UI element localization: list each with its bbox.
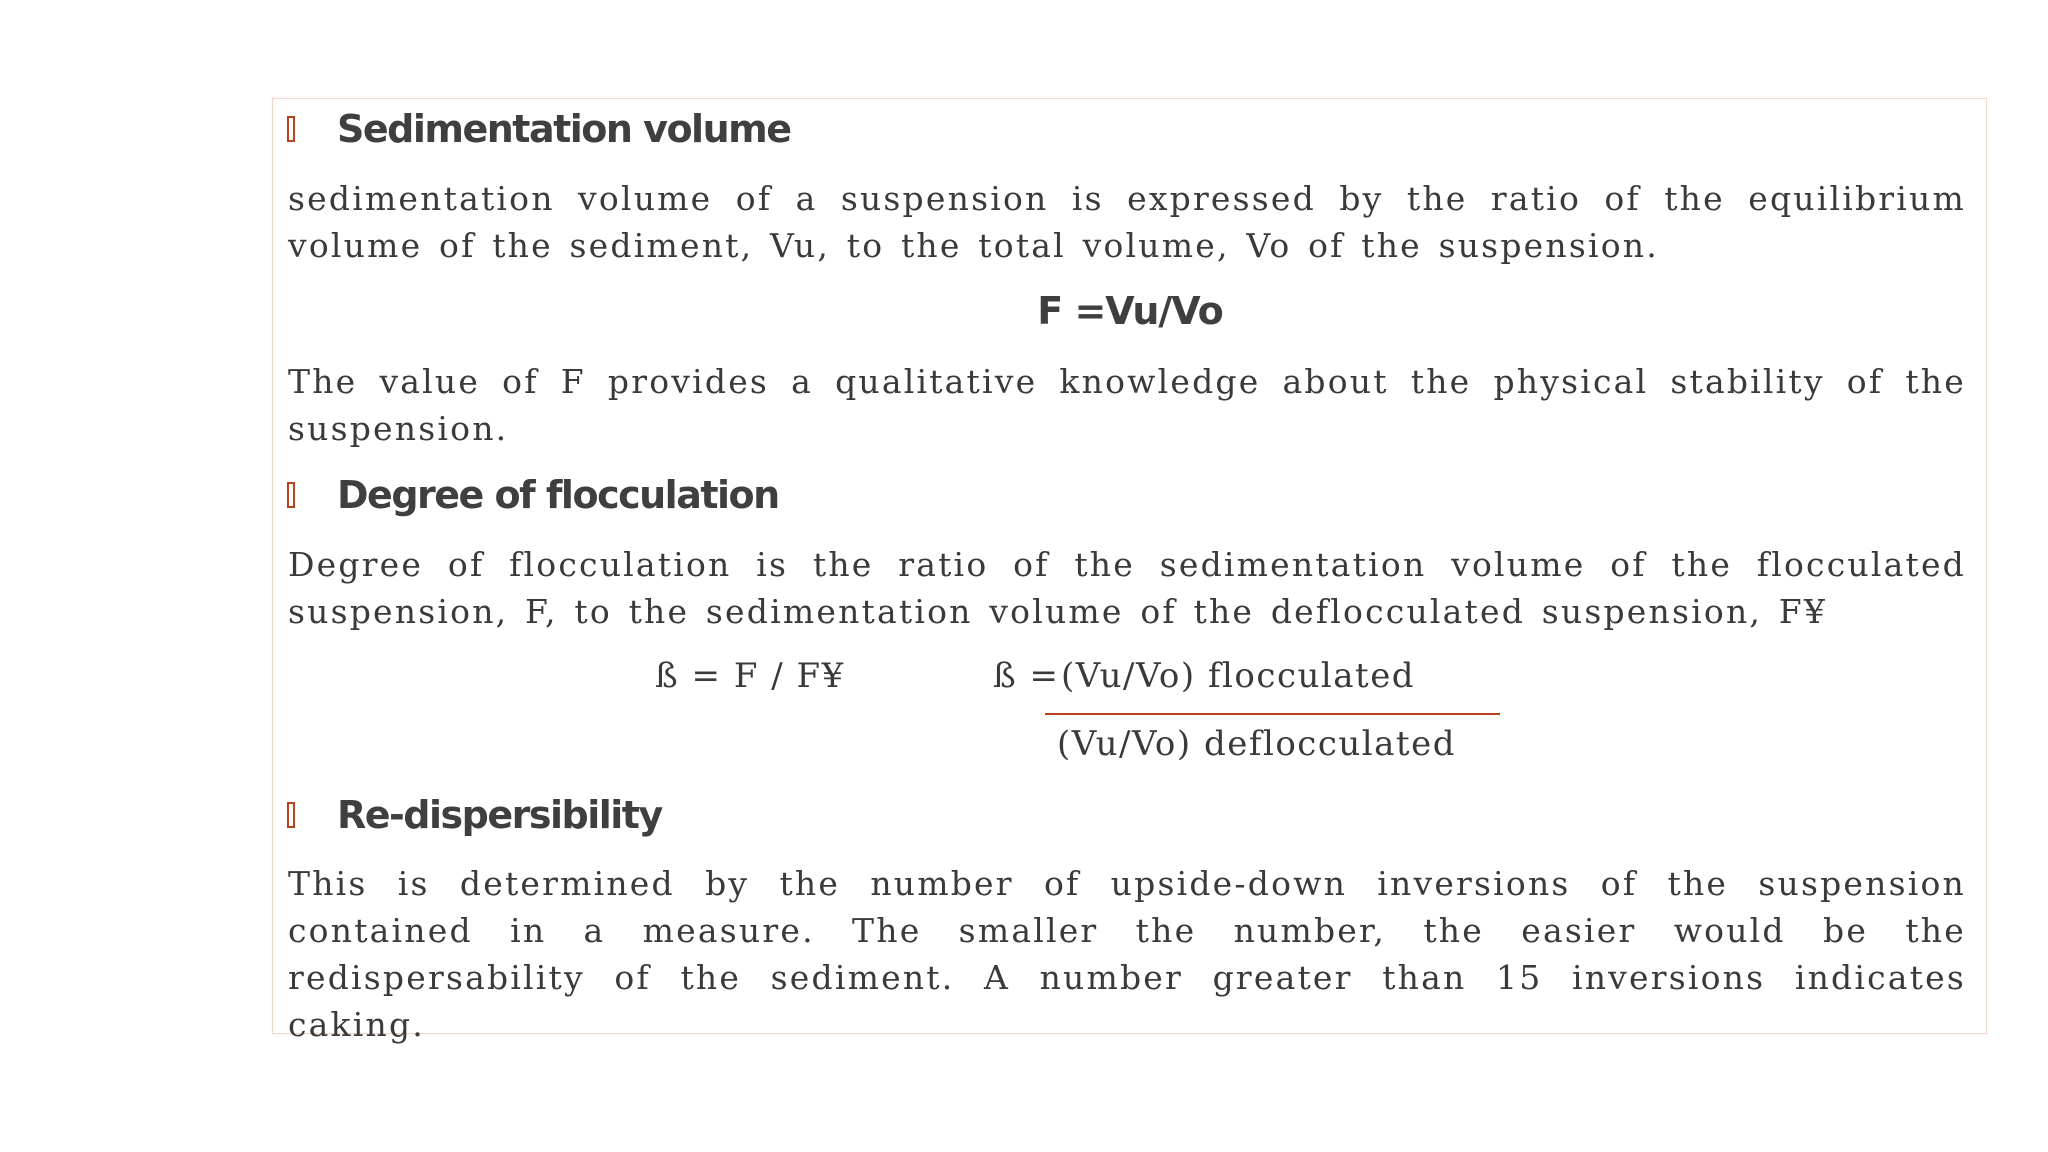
section-heading-sedimentation-volume [287,104,791,154]
heading-text: Degree of flocculation [337,473,779,517]
heading-text: Re-dispersibility [337,793,662,837]
section-heading-degree-of-flocculation [287,470,779,520]
fraction-line [1045,713,1500,715]
bullet-icon [287,802,295,828]
sedimentation-volume-formula: F =Vu/Vo [1037,289,1223,333]
bullet-icon [287,116,295,142]
beta-formula-simple: ß = F / F¥ [655,656,845,696]
beta-formula-prefix: ß = [993,656,1060,696]
beta-formula-numerator: (Vu/Vo) flocculated [1061,656,1416,696]
sedimentation-volume-definition: sedimentation volume of a suspension is expressed by the ratio of the equilibrium volume of the sediment, Vu, to the total volume, Vo of the suspension. [288,179,1966,265]
bullet-icon [287,482,295,508]
degree-of-flocculation-definition: Degree of flocculation is the ratio of the sedimentation volume of the flocculated suspension, F, to the sedimentation volume of the deflocculated suspension, F¥ [288,545,1966,631]
section-heading-re-dispersibility [287,790,662,840]
beta-formula-denominator: (Vu/Vo) deflocculated [1057,724,1456,764]
re-dispersibility-description: This is determined by the number of upside-down inversions of the suspension contained in a measure. The smaller the number, the easier would be the redispersability of the sediment. A number greater than 15 inversions indicates caking. [288,864,1966,1044]
sedimentation-volume-explanation: The value of F provides a qualitative knowledge about the physical stability of the suspension. [288,362,1966,448]
heading-text: Sedimentation volume [337,107,791,151]
